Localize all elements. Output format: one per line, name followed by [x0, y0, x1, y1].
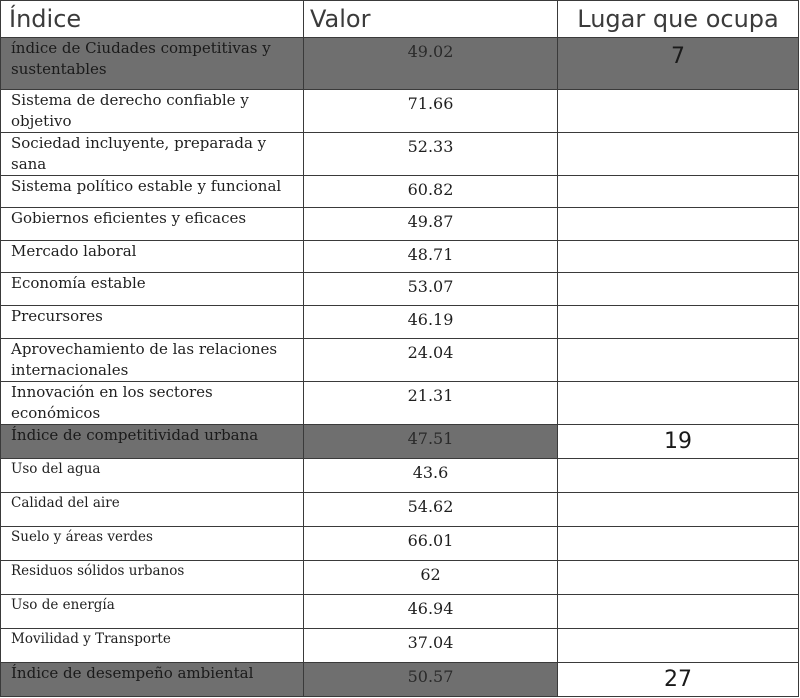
row-label: Residuos sólidos urbanos [1, 561, 304, 595]
row-value: 21.31 [304, 382, 558, 425]
row-rank [558, 176, 799, 208]
header-lugar: Lugar que ocupa [558, 1, 799, 38]
row-rank [558, 208, 799, 241]
table-row [1, 90, 799, 133]
row-value: 24.04 [304, 339, 558, 382]
row-label: Economía estable [1, 273, 304, 306]
row-rank [558, 561, 799, 595]
table-row [1, 176, 799, 208]
table-row [1, 629, 799, 663]
table-row [1, 38, 799, 90]
row-label: Sistema de derecho confiable y objetivo [1, 90, 304, 133]
table-row [1, 595, 799, 629]
table-row [1, 561, 799, 595]
row-rank [558, 493, 799, 527]
table-row [1, 493, 799, 527]
row-value: 62 [304, 561, 558, 595]
row-value: 66.01 [304, 527, 558, 561]
row-rank [558, 133, 799, 176]
row-label: Suelo y áreas verdes [1, 527, 304, 561]
row-rank [558, 90, 799, 133]
table-row [1, 339, 799, 382]
row-rank [558, 273, 799, 306]
row-label: Precursores [1, 306, 304, 339]
row-value: 37.04 [304, 629, 558, 663]
table-row [1, 208, 799, 241]
row-label: Uso del agua [1, 459, 304, 493]
row-rank: 7 [558, 38, 799, 90]
row-label: Uso de energía [1, 595, 304, 629]
row-value: 43.6 [304, 459, 558, 493]
row-value: 48.71 [304, 241, 558, 273]
row-value: 46.19 [304, 306, 558, 339]
header-indice: Índice [1, 1, 304, 38]
row-label: Sociedad incluyente, preparada y sana [1, 133, 304, 176]
row-label: Aprovechamiento de las relaciones internacionales [1, 339, 304, 382]
row-value: 50.57 [304, 663, 558, 697]
row-rank [558, 629, 799, 663]
row-rank [558, 527, 799, 561]
row-rank [558, 339, 799, 382]
table-row [1, 241, 799, 273]
table-row [1, 527, 799, 561]
header-row [1, 1, 799, 38]
row-rank [558, 306, 799, 339]
row-label: Sistema político estable y funcional [1, 176, 304, 208]
row-value: 52.33 [304, 133, 558, 176]
row-label: índice de Ciudades competitivas y sustentables [1, 38, 304, 90]
row-label: Calidad del aire [1, 493, 304, 527]
table-row [1, 382, 799, 425]
row-label: Movilidad y Transporte [1, 629, 304, 663]
table-row [1, 663, 799, 697]
row-rank [558, 241, 799, 273]
row-value: 60.82 [304, 176, 558, 208]
row-label: Innovación en los sectores económicos [1, 382, 304, 425]
table-row [1, 133, 799, 176]
row-label: Índice de desempeño ambiental [1, 663, 304, 697]
row-rank [558, 595, 799, 629]
header-valor: Valor [304, 1, 558, 38]
row-label: Mercado laboral [1, 241, 304, 273]
table-row [1, 306, 799, 339]
row-value: 71.66 [304, 90, 558, 133]
row-rank: 19 [558, 425, 799, 459]
row-label: Índice de competitividad urbana [1, 425, 304, 459]
row-value: 53.07 [304, 273, 558, 306]
row-label: Gobiernos eficientes y eficaces [1, 208, 304, 241]
row-rank [558, 382, 799, 425]
row-rank [558, 459, 799, 493]
table-row [1, 273, 799, 306]
row-value: 46.94 [304, 595, 558, 629]
row-rank: 27 [558, 663, 799, 697]
table-row [1, 425, 799, 459]
table-row [1, 459, 799, 493]
row-value: 47.51 [304, 425, 558, 459]
row-value: 49.87 [304, 208, 558, 241]
row-value: 54.62 [304, 493, 558, 527]
row-value: 49.02 [304, 38, 558, 90]
